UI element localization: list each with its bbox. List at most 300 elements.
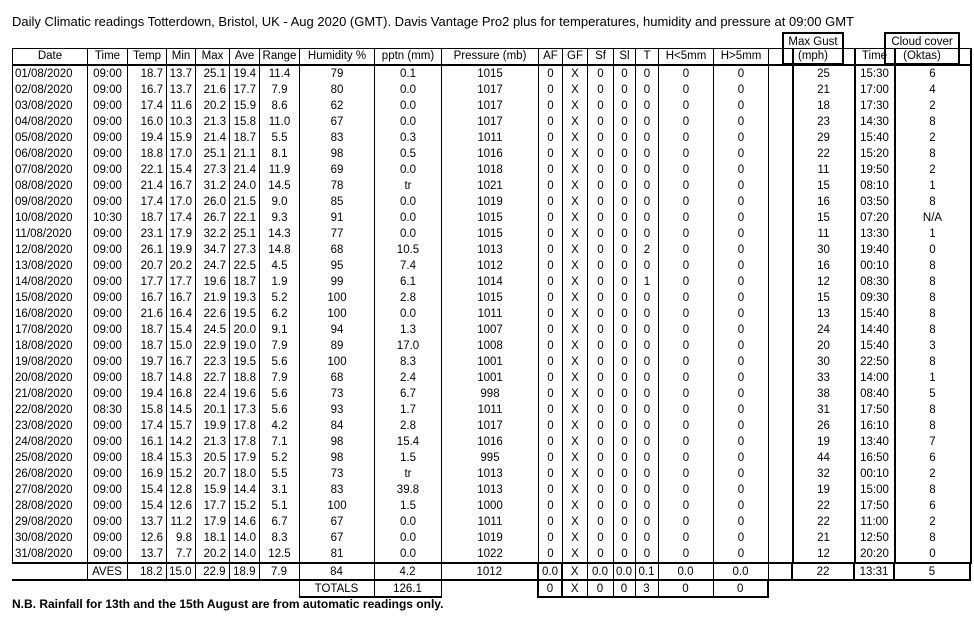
cell-h-gt-5mm: 0 — [714, 434, 769, 450]
col-header-af: AF — [539, 49, 563, 66]
cell-date: 13/08/2020 — [13, 258, 88, 274]
cell-ave: 22.5 — [230, 258, 260, 274]
totals-h-lt-5mm: 0 — [658, 580, 713, 597]
cell-min: 15.9 — [167, 130, 196, 146]
cell-sf: 0 — [588, 466, 614, 482]
cell-temp: 19.4 — [128, 130, 167, 146]
cell-sl: 0 — [614, 114, 636, 130]
cell-pressure: 1000 — [442, 498, 539, 514]
cell-pptn: 1.7 — [375, 402, 442, 418]
cell-sf: 0 — [588, 482, 614, 498]
cell-gust-time: 08:10 — [855, 178, 895, 194]
cell-h-gt-5mm: 0 — [714, 210, 769, 226]
cell-af: 0 — [539, 226, 563, 242]
cell-date: 08/08/2020 — [13, 178, 88, 194]
cell-sl: 0 — [614, 402, 636, 418]
cell-t: 0 — [636, 530, 659, 546]
cell-pptn: 17.0 — [375, 338, 442, 354]
cell-pptn: 2.4 — [375, 370, 442, 386]
cell-h-lt-5mm: 0 — [659, 290, 714, 306]
cell-time: 09:00 — [88, 546, 128, 563]
cell-min: 11.6 — [167, 98, 196, 114]
cell-humidity: 62 — [300, 98, 375, 114]
cell-h-gt-5mm: 0 — [714, 290, 769, 306]
cell-max: 27.3 — [196, 162, 230, 178]
totals-h-gt-5mm: 0 — [713, 580, 768, 597]
table-row — [13, 162, 971, 178]
cell-pressure: 1008 — [442, 338, 539, 354]
cell-af: 0 — [539, 306, 563, 322]
cell-max: 21.6 — [196, 82, 230, 98]
cell-t: 0 — [636, 194, 659, 210]
cell-gf: X — [563, 466, 588, 482]
cell-pressure: 1018 — [442, 162, 539, 178]
cell-sl: 0 — [614, 450, 636, 466]
cell-ave: 19.3 — [230, 290, 260, 306]
cell-spacer — [769, 450, 793, 466]
cell-time: 09:00 — [88, 98, 128, 114]
cell-date: 12/08/2020 — [13, 242, 88, 258]
cell-h-lt-5mm: 0 — [659, 242, 714, 258]
cell-sf: 0 — [588, 402, 614, 418]
cell-h-lt-5mm: 0 — [659, 386, 714, 402]
cell-temp: 21.4 — [128, 178, 167, 194]
cell-h-gt-5mm: 0 — [714, 370, 769, 386]
cell-af: 0 — [539, 514, 563, 530]
table-row — [13, 194, 971, 210]
cell-humidity: 98 — [300, 434, 375, 450]
cell-ave: 17.3 — [230, 402, 260, 418]
averages-row — [12, 563, 970, 580]
cell-temp: 17.4 — [128, 194, 167, 210]
cell-h-gt-5mm: 0 — [714, 482, 769, 498]
cell-time: 10:30 — [88, 210, 128, 226]
cell-gust: 19 — [793, 434, 855, 450]
cell-gust: 15 — [793, 178, 855, 194]
table-row — [13, 210, 971, 226]
cell-cloud: 8 — [895, 322, 971, 338]
cell-max: 20.1 — [196, 402, 230, 418]
cell-range: 4.2 — [260, 418, 300, 434]
cell-spacer — [769, 242, 793, 258]
cell-gust-time: 19:40 — [855, 242, 895, 258]
cell-spacer — [769, 258, 793, 274]
cell-min: 20.2 — [167, 258, 196, 274]
cell-t: 1 — [636, 274, 659, 290]
cell-time: 09:00 — [88, 114, 128, 130]
cell-pptn: 1.5 — [375, 498, 442, 514]
aves-h-gt-5mm: 0.0 — [713, 563, 768, 580]
cell-pressure: 998 — [442, 386, 539, 402]
aves-min: 15.0 — [166, 563, 195, 580]
cell-humidity: 73 — [300, 466, 375, 482]
cell-gust: 18 — [793, 98, 855, 114]
cell-pressure: 1015 — [442, 290, 539, 306]
cell-pptn: 0.0 — [375, 98, 442, 114]
cell-sf: 0 — [588, 306, 614, 322]
cell-range: 11.0 — [260, 114, 300, 130]
cell-max: 20.7 — [196, 466, 230, 482]
cell-t: 0 — [636, 290, 659, 306]
table-row — [13, 466, 971, 482]
cell-pressure: 1001 — [442, 370, 539, 386]
cell-time: 09:00 — [88, 498, 128, 514]
cell-date: 11/08/2020 — [13, 226, 88, 242]
cell-gf: X — [563, 418, 588, 434]
cell-sf: 0 — [588, 370, 614, 386]
cell-sf: 0 — [588, 178, 614, 194]
cell-min: 12.8 — [167, 482, 196, 498]
cell-sl: 0 — [614, 498, 636, 514]
cell-pptn: 0.1 — [375, 65, 442, 82]
cell-t: 0 — [636, 546, 659, 563]
cell-sf: 0 — [588, 322, 614, 338]
cell-gf: X — [563, 322, 588, 338]
cell-pressure: 1011 — [442, 130, 539, 146]
cell-ave: 18.0 — [230, 466, 260, 482]
cell-af: 0 — [539, 82, 563, 98]
aves-t: 0.1 — [635, 563, 658, 580]
cell-gust-time: 17:50 — [855, 498, 895, 514]
table-row — [13, 82, 971, 98]
cell-range: 8.1 — [260, 146, 300, 162]
cell-h-lt-5mm: 0 — [659, 546, 714, 563]
cell-ave: 19.6 — [230, 386, 260, 402]
cell-max: 34.7 — [196, 242, 230, 258]
cell-humidity: 68 — [300, 242, 375, 258]
cell-spacer — [769, 210, 793, 226]
cell-humidity: 94 — [300, 322, 375, 338]
cell-range: 7.9 — [260, 338, 300, 354]
cell-gf: X — [563, 210, 588, 226]
cell-pptn: tr — [375, 178, 442, 194]
cell-ave: 14.0 — [230, 546, 260, 563]
cell-humidity: 73 — [300, 386, 375, 402]
totals-gf: X — [562, 580, 587, 597]
cell-h-lt-5mm: 0 — [659, 130, 714, 146]
table-row — [13, 418, 971, 434]
aves-gust: 22 — [792, 563, 854, 580]
cell-t: 0 — [636, 386, 659, 402]
cell-gust: 33 — [793, 370, 855, 386]
cell-h-gt-5mm: 0 — [714, 65, 769, 82]
cell-sf: 0 — [588, 338, 614, 354]
cell-time: 09:00 — [88, 146, 128, 162]
cell-spacer — [769, 162, 793, 178]
cell-ave: 20.0 — [230, 322, 260, 338]
col-header-pressure: Pressure (mb) — [442, 49, 539, 66]
cell-min: 13.7 — [167, 65, 196, 82]
cell-temp: 18.7 — [128, 65, 167, 82]
cell-sl: 0 — [614, 546, 636, 563]
cell-t: 0 — [636, 354, 659, 370]
cell-pptn: 7.4 — [375, 258, 442, 274]
cell-pressure: 1017 — [442, 418, 539, 434]
cell-sl: 0 — [614, 530, 636, 546]
cell-temp: 16.7 — [128, 290, 167, 306]
cell-pptn: tr — [375, 466, 442, 482]
cell-humidity: 79 — [300, 65, 375, 82]
cell-pressure: 1017 — [442, 114, 539, 130]
cell-h-gt-5mm: 0 — [714, 498, 769, 514]
cell-spacer — [769, 402, 793, 418]
cell-temp: 18.8 — [128, 146, 167, 162]
cell-range: 1.9 — [260, 274, 300, 290]
cell-min: 15.2 — [167, 466, 196, 482]
cell-cloud: 6 — [895, 450, 971, 466]
cell-time: 09:00 — [88, 65, 128, 82]
cell-max: 22.4 — [196, 386, 230, 402]
col-header-humidity: Humidity % — [300, 49, 375, 66]
cell-temp: 18.7 — [128, 338, 167, 354]
cell-date: 10/08/2020 — [13, 210, 88, 226]
cell-sf: 0 — [588, 546, 614, 563]
cell-time: 09:00 — [88, 386, 128, 402]
cell-h-gt-5mm: 0 — [714, 354, 769, 370]
cell-h-gt-5mm: 0 — [714, 418, 769, 434]
cell-spacer — [769, 370, 793, 386]
cell-pressure: 1013 — [442, 466, 539, 482]
table-row — [13, 370, 971, 386]
cell-time: 09:00 — [88, 306, 128, 322]
cell-ave: 19.5 — [230, 354, 260, 370]
cell-sf: 0 — [588, 114, 614, 130]
cell-spacer — [769, 514, 793, 530]
table-row — [13, 258, 971, 274]
cell-pressure: 1001 — [442, 354, 539, 370]
totals-af: 0 — [538, 580, 562, 597]
cell-gust-time: 13:40 — [855, 434, 895, 450]
cell-h-gt-5mm: 0 — [714, 514, 769, 530]
cell-min: 11.2 — [167, 514, 196, 530]
cell-pressure: 1011 — [442, 514, 539, 530]
cell-humidity: 93 — [300, 402, 375, 418]
cell-max: 17.7 — [196, 498, 230, 514]
cell-h-gt-5mm: 0 — [714, 402, 769, 418]
cell-max: 22.9 — [196, 338, 230, 354]
cell-gust: 30 — [793, 354, 855, 370]
cell-sl: 0 — [614, 162, 636, 178]
cell-range: 9.0 — [260, 194, 300, 210]
cell-gf: X — [563, 82, 588, 98]
cell-ave: 14.4 — [230, 482, 260, 498]
col-header-t: T — [636, 49, 659, 66]
cell-time: 09:00 — [88, 466, 128, 482]
cell-h-gt-5mm: 0 — [714, 146, 769, 162]
cell-h-gt-5mm: 0 — [714, 130, 769, 146]
cell-min: 7.7 — [167, 546, 196, 563]
cell-gf: X — [563, 402, 588, 418]
cell-range: 14.8 — [260, 242, 300, 258]
cell-cloud: 8 — [895, 530, 971, 546]
cell-time: 09:00 — [88, 338, 128, 354]
cell-min: 17.7 — [167, 274, 196, 290]
cell-gf: X — [563, 530, 588, 546]
cell-pressure: 1017 — [442, 82, 539, 98]
cell-ave: 14.6 — [230, 514, 260, 530]
cell-cloud: 0 — [895, 242, 971, 258]
cell-ave: 18.7 — [230, 130, 260, 146]
cell-range: 9.1 — [260, 322, 300, 338]
cell-sl: 0 — [614, 386, 636, 402]
cell-cloud: 2 — [895, 466, 971, 482]
col-spacer — [769, 49, 793, 66]
cell-range: 6.2 — [260, 306, 300, 322]
cell-af: 0 — [539, 114, 563, 130]
cell-min: 14.8 — [167, 370, 196, 386]
cell-spacer — [769, 65, 793, 82]
cell-temp: 22.1 — [128, 162, 167, 178]
cell-date: 01/08/2020 — [13, 65, 88, 82]
cell-temp: 15.8 — [128, 402, 167, 418]
table-row — [13, 146, 971, 162]
cell-ave: 21.1 — [230, 146, 260, 162]
cell-sl: 0 — [614, 370, 636, 386]
cell-gust: 26 — [793, 418, 855, 434]
cell-h-gt-5mm: 0 — [714, 306, 769, 322]
cell-spacer — [769, 546, 793, 563]
table-row — [13, 482, 971, 498]
cell-pptn: 0.0 — [375, 546, 442, 563]
cell-pptn: 0.0 — [375, 514, 442, 530]
cell-h-lt-5mm: 0 — [659, 354, 714, 370]
col-header-gust-time: Time — [855, 49, 895, 66]
cell-temp: 15.4 — [128, 482, 167, 498]
cell-date: 18/08/2020 — [13, 338, 88, 354]
cell-temp: 12.6 — [128, 530, 167, 546]
totals-t: 3 — [635, 580, 658, 597]
cell-gust-time: 17:30 — [855, 98, 895, 114]
max-gust-header-label: Max Gust — [788, 36, 838, 48]
cell-spacer — [769, 226, 793, 242]
cell-humidity: 95 — [300, 258, 375, 274]
cell-af: 0 — [539, 354, 563, 370]
cell-h-lt-5mm: 0 — [659, 98, 714, 114]
cell-ave: 22.1 — [230, 210, 260, 226]
cell-spacer — [769, 178, 793, 194]
cell-t: 0 — [636, 482, 659, 498]
cell-cloud: 8 — [895, 418, 971, 434]
cell-h-gt-5mm: 0 — [714, 274, 769, 290]
cell-h-lt-5mm: 0 — [659, 450, 714, 466]
cell-ave: 21.5 — [230, 194, 260, 210]
cell-humidity: 98 — [300, 450, 375, 466]
cell-range: 7.9 — [260, 370, 300, 386]
cell-max: 17.9 — [196, 514, 230, 530]
cell-t: 0 — [636, 402, 659, 418]
cell-range: 3.1 — [260, 482, 300, 498]
cell-range: 4.5 — [260, 258, 300, 274]
cell-range: 5.5 — [260, 130, 300, 146]
cell-af: 0 — [539, 338, 563, 354]
cell-gust: 15 — [793, 290, 855, 306]
cell-time: 09:00 — [88, 322, 128, 338]
cell-pressure: 1014 — [442, 274, 539, 290]
cell-sl: 0 — [614, 210, 636, 226]
cell-pressure: 1021 — [442, 178, 539, 194]
table-row — [13, 530, 971, 546]
cell-sl: 0 — [614, 146, 636, 162]
cell-max: 26.0 — [196, 194, 230, 210]
cell-h-gt-5mm: 0 — [714, 258, 769, 274]
cell-ave: 17.7 — [230, 82, 260, 98]
cell-cloud: 5 — [895, 386, 971, 402]
cell-sf: 0 — [588, 450, 614, 466]
table-row — [13, 402, 971, 418]
cell-date: 30/08/2020 — [13, 530, 88, 546]
cell-h-lt-5mm: 0 — [659, 434, 714, 450]
cell-h-lt-5mm: 0 — [659, 162, 714, 178]
cell-gust-time: 22:50 — [855, 354, 895, 370]
cell-temp: 20.7 — [128, 258, 167, 274]
cell-pptn: 0.0 — [375, 306, 442, 322]
cell-temp: 13.7 — [128, 546, 167, 563]
cell-h-gt-5mm: 0 — [714, 450, 769, 466]
cell-sf: 0 — [588, 418, 614, 434]
cell-spacer — [769, 354, 793, 370]
cell-sf: 0 — [588, 194, 614, 210]
cell-gf: X — [563, 514, 588, 530]
cell-date: 29/08/2020 — [13, 514, 88, 530]
cell-gust-time: 16:10 — [855, 418, 895, 434]
cell-ave: 18.7 — [230, 274, 260, 290]
cell-h-lt-5mm: 0 — [659, 322, 714, 338]
cell-sl: 0 — [614, 178, 636, 194]
cell-sf: 0 — [588, 162, 614, 178]
table-row — [13, 242, 971, 258]
aves-ave: 18.9 — [229, 563, 259, 580]
cell-range: 5.6 — [260, 386, 300, 402]
cell-sl: 0 — [614, 194, 636, 210]
cell-pptn: 15.4 — [375, 434, 442, 450]
cell-humidity: 78 — [300, 178, 375, 194]
cell-h-gt-5mm: 0 — [714, 242, 769, 258]
cell-pressure: 1016 — [442, 434, 539, 450]
cell-humidity: 77 — [300, 226, 375, 242]
cell-ave: 17.8 — [230, 418, 260, 434]
cell-t: 0 — [636, 146, 659, 162]
cell-date: 09/08/2020 — [13, 194, 88, 210]
cell-date: 23/08/2020 — [13, 418, 88, 434]
cell-sl: 0 — [614, 226, 636, 242]
cell-t: 0 — [636, 466, 659, 482]
cell-h-lt-5mm: 0 — [659, 226, 714, 242]
cell-sl: 0 — [614, 130, 636, 146]
cell-gust-time: 08:30 — [855, 274, 895, 290]
cell-cloud: 1 — [895, 226, 971, 242]
cell-gust-time: 19:50 — [855, 162, 895, 178]
cell-h-lt-5mm: 0 — [659, 306, 714, 322]
cell-sl: 0 — [614, 82, 636, 98]
cell-sl: 0 — [614, 514, 636, 530]
table-row — [13, 226, 971, 242]
cell-humidity: 100 — [300, 498, 375, 514]
cell-ave: 19.0 — [230, 338, 260, 354]
table-row — [13, 65, 971, 82]
cell-ave: 18.8 — [230, 370, 260, 386]
cell-range: 8.6 — [260, 98, 300, 114]
cell-af: 0 — [539, 482, 563, 498]
cell-sf: 0 — [588, 210, 614, 226]
aves-h-lt-5mm: 0.0 — [658, 563, 713, 580]
aves-range: 7.9 — [259, 563, 299, 580]
cell-range: 7.9 — [260, 82, 300, 98]
cell-time: 09:00 — [88, 434, 128, 450]
cell-temp: 16.9 — [128, 466, 167, 482]
cell-gf: X — [563, 306, 588, 322]
cell-spacer — [769, 498, 793, 514]
cell-min: 15.3 — [167, 450, 196, 466]
